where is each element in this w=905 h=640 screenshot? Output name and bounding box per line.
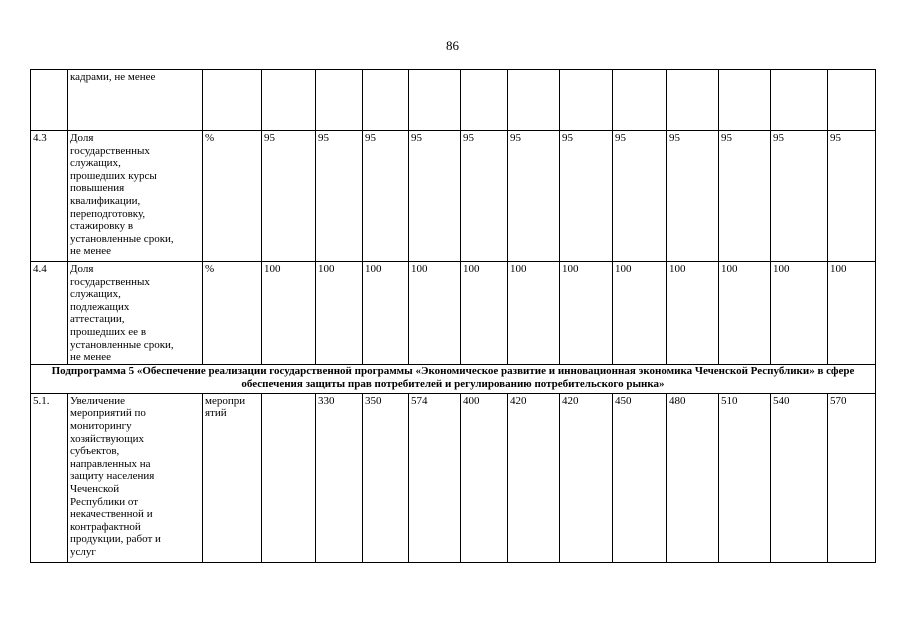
page-number: 86 <box>446 38 459 53</box>
value-cell: 510 <box>719 393 771 562</box>
value-cell <box>363 70 409 131</box>
value-cell: 330 <box>316 393 363 562</box>
value-cell: 100 <box>508 262 560 365</box>
value-cell: 95 <box>771 131 828 262</box>
table-row <box>31 262 876 365</box>
value-cell <box>613 70 667 131</box>
value-cell: 95 <box>508 131 560 262</box>
row-number: 4.4 <box>31 262 68 365</box>
unit-cell: % <box>203 262 262 365</box>
value-cell: 480 <box>667 393 719 562</box>
value-cell: 420 <box>508 393 560 562</box>
unit-cell: меропри ятий <box>203 393 262 562</box>
unit-cell <box>203 70 262 131</box>
value-cell: 95 <box>719 131 771 262</box>
value-cell: 95 <box>363 131 409 262</box>
indicator-name: кадрами, не менее <box>68 70 203 131</box>
value-cell: 100 <box>316 262 363 365</box>
value-cell: 100 <box>613 262 667 365</box>
value-cell <box>262 393 316 562</box>
value-cell: 95 <box>560 131 613 262</box>
table-row <box>31 131 876 262</box>
value-cell: 350 <box>363 393 409 562</box>
value-cell <box>461 70 508 131</box>
value-cell: 95 <box>828 131 876 262</box>
value-cell: 95 <box>316 131 363 262</box>
value-cell: 95 <box>613 131 667 262</box>
value-cell <box>828 70 876 131</box>
value-cell <box>719 70 771 131</box>
value-cell <box>667 70 719 131</box>
value-cell: 100 <box>828 262 876 365</box>
row-number: 4.3 <box>31 131 68 262</box>
value-cell: 100 <box>560 262 613 365</box>
row-number <box>31 70 68 131</box>
indicator-name: Доля государственных служащих, подлежащих аттестации, прошедших ее в установленные сроки, не менее <box>68 262 203 365</box>
value-cell <box>560 70 613 131</box>
value-cell: 100 <box>771 262 828 365</box>
value-cell: 95 <box>461 131 508 262</box>
value-cell: 100 <box>363 262 409 365</box>
value-cell: 95 <box>409 131 461 262</box>
value-cell: 100 <box>461 262 508 365</box>
table-row <box>31 393 876 562</box>
value-cell: 100 <box>667 262 719 365</box>
value-cell <box>508 70 560 131</box>
value-cell: 450 <box>613 393 667 562</box>
value-cell: 100 <box>409 262 461 365</box>
value-cell: 570 <box>828 393 876 562</box>
value-cell: 400 <box>461 393 508 562</box>
subprogram-title: Подпрограмма 5 «Обеспечение реализации государственной программы «Экономическое развитие и инновационная экономика Чеченской Республики» в сфере обеспечения защиты прав потребителей и регулированию потребительского рынка» <box>31 364 876 393</box>
value-cell <box>771 70 828 131</box>
row-number: 5.1. <box>31 393 68 562</box>
indicator-name: Увеличение мероприятий по мониторингу хозяйствующих субъектов, направленных на защиту населения Чеченской Республики от некачественной и контрафактной продукции, работ и услуг <box>68 393 203 562</box>
table-row <box>31 70 876 131</box>
value-cell: 100 <box>719 262 771 365</box>
value-cell: 100 <box>262 262 316 365</box>
value-cell: 540 <box>771 393 828 562</box>
indicator-name: Доля государственных служащих, прошедших курсы повышения квалификации, переподготовку, стажировку в установленные сроки, не менее <box>68 131 203 262</box>
value-cell: 95 <box>667 131 719 262</box>
value-cell: 420 <box>560 393 613 562</box>
value-cell <box>409 70 461 131</box>
indicators-table <box>30 69 876 563</box>
section-row <box>31 364 876 393</box>
value-cell: 574 <box>409 393 461 562</box>
value-cell: 95 <box>262 131 316 262</box>
unit-cell: % <box>203 131 262 262</box>
unit-spacer-cell <box>262 70 316 131</box>
value-cell <box>316 70 363 131</box>
